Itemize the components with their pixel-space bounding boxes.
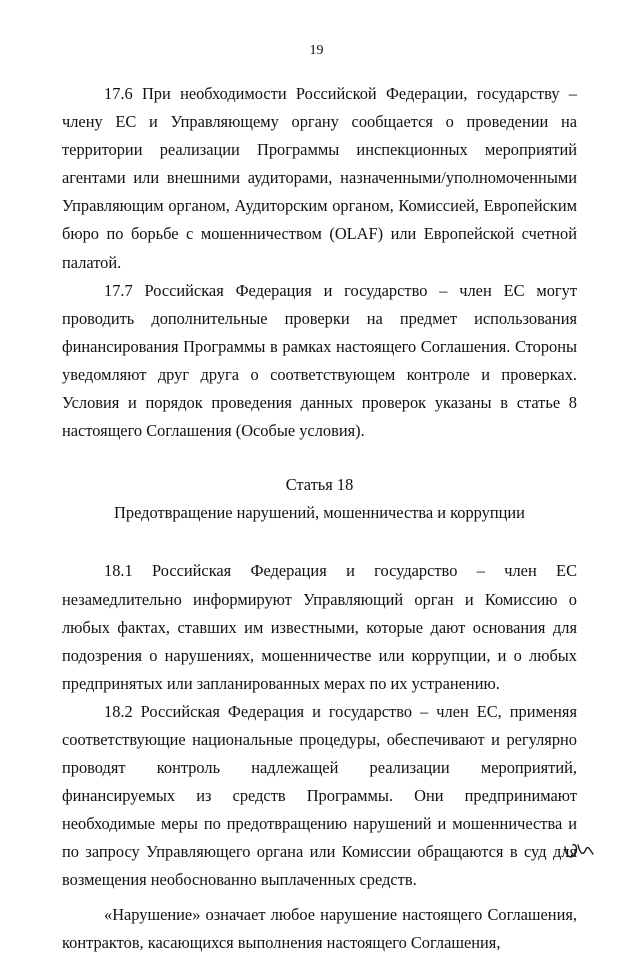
paragraph-17-6: 17.6 При необходимости Российской Федерации, государству – члену ЕС и Управляющему органу сообщается о проведении на территории реализации Программы инспекционных мероприятий агентами или внешними аудиторами, назначенными/уполномоченными Управляющим органом, Аудиторским органом, Комиссией, Европейским бюро по борьбе с мошенничеством (OLAF) или Европейской счетной палатой. bbox=[62, 84, 577, 272]
article-subtitle: Предотвращение нарушений, мошенничества и коррупции bbox=[114, 503, 525, 523]
paragraph-18-1: 18.1 Российская Федерация и государство – член ЕС незамедлительно информируют Управляющий орган и Комиссию о любых фактах, ставших им известными, которые дают основания для подозрения о нарушениях, мошенничестве или коррупции, и о любых предпринятых или запланированных мерах по их устранению. bbox=[62, 561, 577, 693]
document-body bbox=[62, 80, 577, 957]
paragraph-18-2: 18.2 Российская Федерация и государство – член ЕС, применяя соответствующие национальные процедуры, обеспечивают и регулярно проводят контроль надлежащей реализации мероприятий, финансируемых из средств Программы. Они предпринимают необходимые меры по предотвращению нарушений и мошенничества и по запросу Управляющего органа или Комиссии обращаются в суд для возмещения необоснованно выплаченных средств. bbox=[62, 701, 577, 890]
paragraph-violation-definition: «Нарушение» означает любое нарушение настоящего Соглашения, контрактов, касающихся выполнения настоящего Соглашения, bbox=[62, 904, 577, 952]
signature-initials-icon bbox=[562, 838, 598, 866]
article-title: Статья 18 bbox=[285, 475, 354, 495]
paragraph-17-7: 17.7 Российская Федерация и государство – член ЕС могут проводить дополнительные проверки на предмет использования финансирования Программы в рамках настоящего Соглашения. Стороны уведомляют друг друга о соответствующем контроле и проверках. Условия и порядок проведения данных проверок указаны в статье 8 настоящего Соглашения (Особые условия). bbox=[62, 280, 577, 441]
page-number: 19 bbox=[309, 43, 324, 58]
